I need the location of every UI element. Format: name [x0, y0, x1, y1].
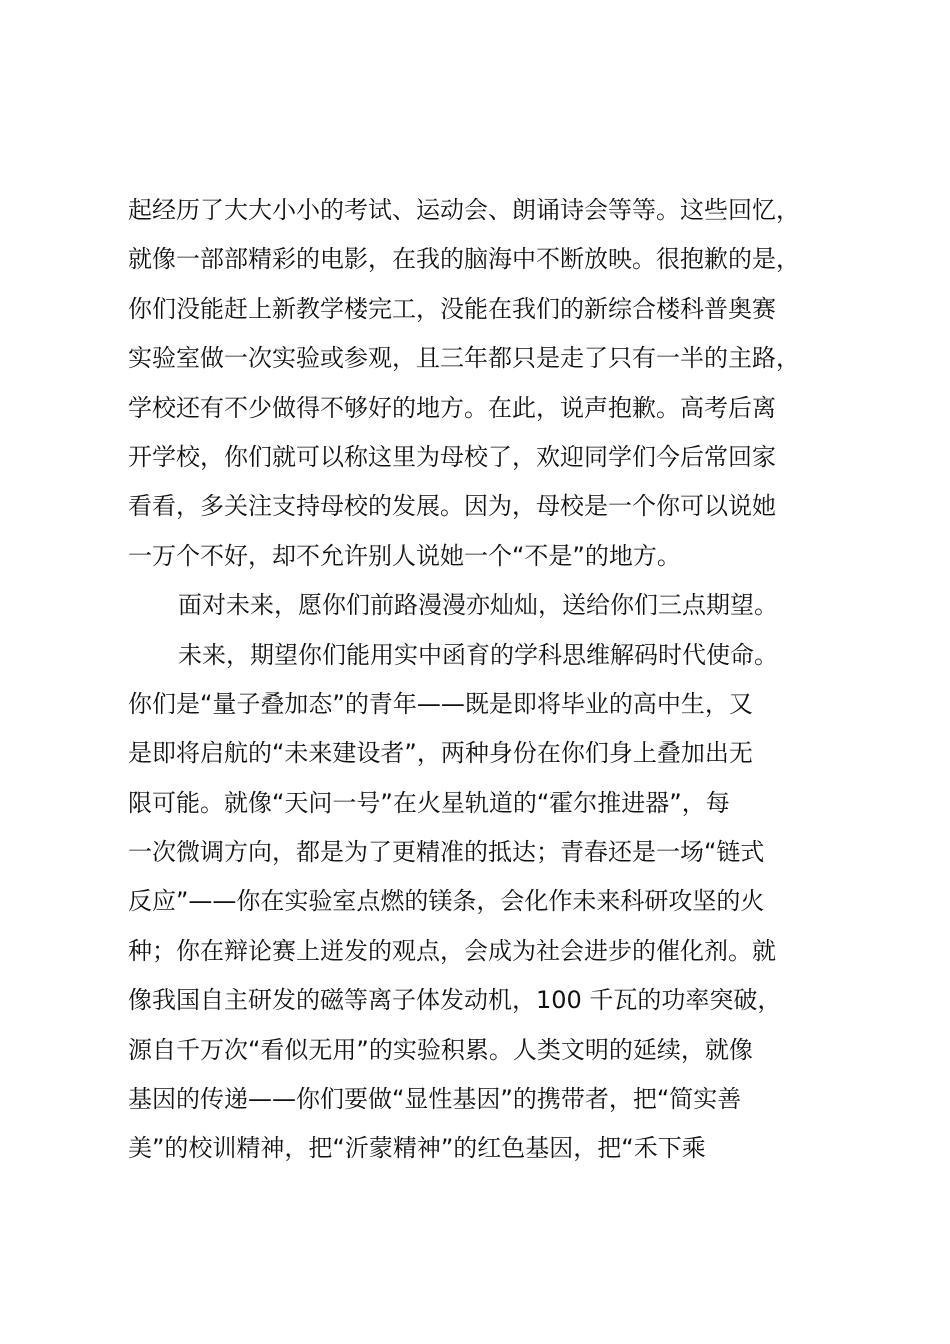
text-line: 源自千万次“看似无用”的实验积累。人类文明的延续，就像 — [128, 1035, 753, 1064]
text-line: 你们没能赶上新教学楼完工，没能在我们的新综合楼科普奥赛 — [128, 294, 776, 323]
text-line: 美”的校训精神，把“沂蒙精神”的红色基因，把“禾下乘 — [128, 1134, 706, 1163]
text-line: 一次微调方向，都是为了更精准的抵达；青春还是一场“链式 — [128, 838, 765, 867]
text-line: 实验室做一次实验或参观，且三年都只是走了只有一半的主路， — [128, 344, 800, 373]
text-line: 起经历了大大小小的考试、运动会、朗诵诗会等等。这些回忆， — [128, 196, 800, 224]
text-line: 一万个不好，却不允许别人说她一个“不是”的地方。 — [128, 541, 681, 570]
text-line: 学校还有不少做得不够好的地方。在此，说声抱歉。高考后离 — [128, 393, 776, 422]
text-line: 限可能。就像“天问一号”在火星轨道的“霍尔推进器”，每 — [128, 788, 730, 817]
text-line: 你们是“量子叠加态”的青年——既是即将毕业的高中生，又 — [128, 689, 753, 718]
text-line: 种；你在辩论赛上迸发的观点，会成为社会进步的催化剂。就 — [128, 936, 776, 965]
text-line: 开学校，你们就可以称这里为母校了，欢迎同学们今后常回家 — [128, 442, 776, 471]
text-line: 基因的传递——你们要做“显性基因”的携带者，把“简实善 — [128, 1085, 742, 1114]
text-line: 反应”——你在实验室点燃的镁条，会化作未来科研攻坚的火 — [128, 887, 765, 916]
text-line: 像我国自主研发的磁等离子体发动机，100 千瓦的功率突破， — [128, 986, 782, 1015]
text-line: 就像一部部精彩的电影，在我的脑海中不断放映。很抱歉的是， — [128, 245, 800, 274]
text-line: 未来，期望你们能用实中函育的学科思维解码时代使命。 — [178, 640, 778, 669]
text-line: 看看，多关注支持母校的发展。因为，母校是一个你可以说她 — [128, 492, 776, 521]
text-line: 面对未来，愿你们前路漫漫亦灿灿，送给你们三点期望。 — [178, 591, 778, 620]
body-text — [128, 186, 858, 1174]
text-line: 是即将启航的“未来建设者”，两种身份在你们身上叠加出无 — [128, 739, 753, 768]
